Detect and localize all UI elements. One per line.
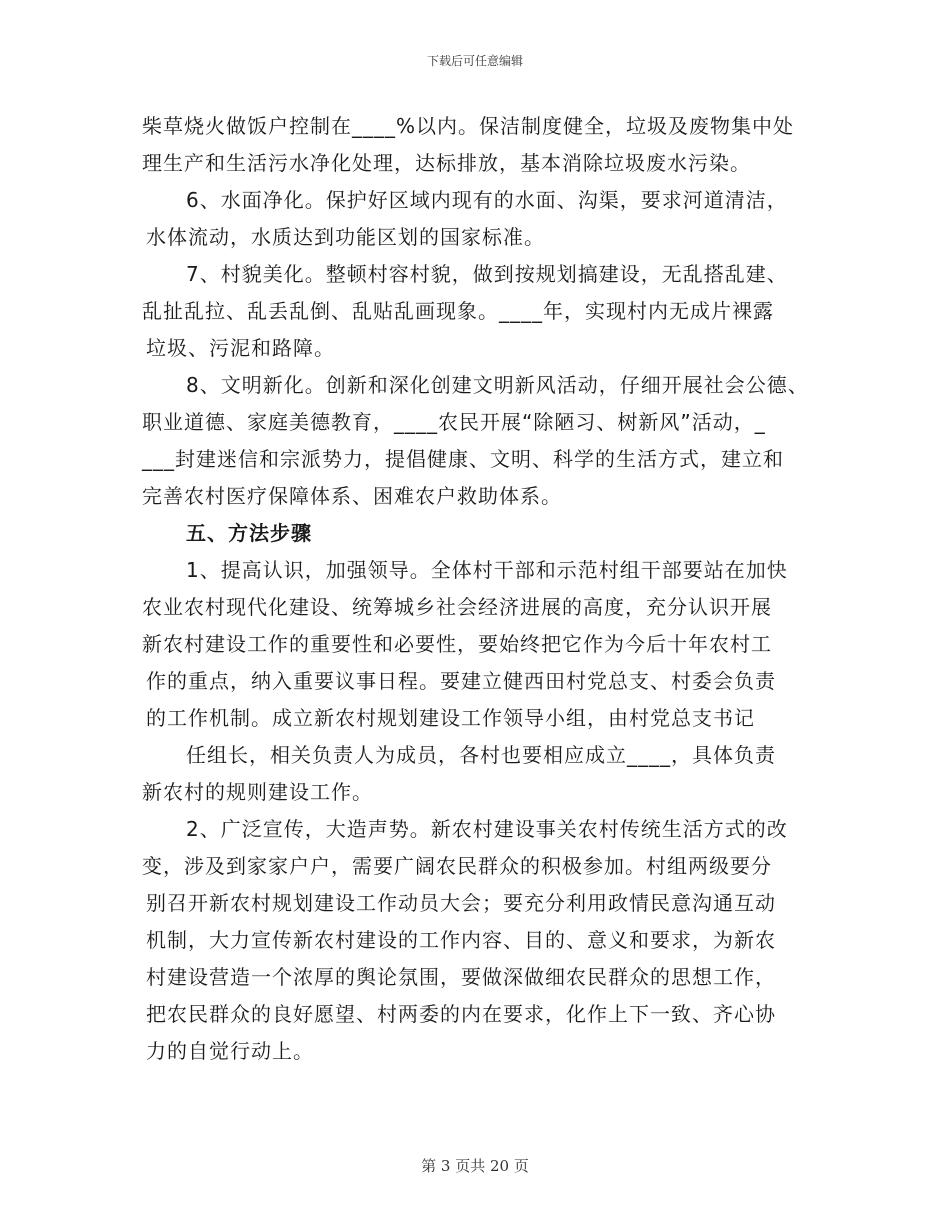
text-line: 别召开新农村规划建设工作动员大会；要充分利用政情民意沟通互动	[146, 891, 776, 915]
section-heading: 五、方法步骤	[186, 521, 312, 545]
text-line: 2、广泛宣传，大造声势。新农村建设事关农村传统生活方式的改	[186, 817, 788, 841]
text-line: 任组长，相关负责人为成员，各村也要相应成立____，具体负责	[186, 743, 776, 767]
text-line: 完善农村医疗保障体系、困难农户救助体系。	[142, 484, 562, 508]
document-body	[142, 108, 822, 1070]
text-line: 6、水面净化。保护好区域内现有的水面、沟渠，要求河道清洁，	[186, 188, 788, 212]
text-line: 理生产和生活污水净化处理，达标排放，基本消除垃圾废水污染。	[142, 151, 751, 175]
text-line: 8、文明新化。创新和深化创建文明新风活动，仔细开展社会公德、	[186, 373, 809, 397]
text-line: 垃圾、污泥和路障。	[146, 336, 335, 360]
text-line: 新农村的规则建设工作。	[142, 780, 373, 804]
text-line: 7、村貌美化。整顿村容村貌，做到按规划搞建设，无乱搭乱建、	[186, 262, 788, 286]
text-line: 作的重点，纳入重要议事日程。要建立健西田村党总支、村委会负责	[146, 669, 776, 693]
text-line: 农业农村现代化建设、统筹城乡社会经济进展的高度，充分认识开展	[142, 595, 772, 619]
text-line: 水体流动，水质达到功能区划的国家标准。	[146, 225, 545, 249]
text-line: 职业道德、家庭美德教育，____农民开展“除陋习、树新风”活动，_	[142, 410, 766, 434]
page-footer: 第 3 页共 20 页	[421, 1157, 529, 1175]
page-header: 下载后可任意编辑	[426, 54, 523, 68]
text-line: 把农民群众的良好愿望、村两委的内在要求，化作上下一致、齐心协	[146, 1002, 776, 1026]
text-line: 村建设营造一个浓厚的舆论氛围，要做深做细农民群众的思想工作，	[146, 965, 776, 989]
text-line: ___封建迷信和宗派势力，提倡健康、文明、科学的生活方式，建立和	[142, 447, 784, 471]
text-line: 1、提高认识，加强领导。全体村干部和示范村组干部要站在加快	[186, 558, 788, 582]
text-line: 力的自觉行动上。	[146, 1039, 314, 1063]
text-line: 的工作机制。成立新农村规划建设工作领导小组，由村党总支书记	[146, 706, 755, 730]
text-line: 柴草烧火做饭户控制在____%以内。保洁制度健全，垃圾及废物集中处	[142, 114, 795, 138]
text-line: 新农村建设工作的重要性和必要性，要始终把它作为今后十年农村工	[142, 632, 772, 656]
text-line: 变，涉及到家家户户，需要广阔农民群众的积极参加。村组两级要分	[142, 854, 772, 878]
text-line: 机制，大力宣传新农村建设的工作内容、目的、意义和要求，为新农	[146, 928, 776, 952]
text-line: 乱扯乱拉、乱丢乱倒、乱贴乱画现象。____年，实现村内无成片裸露	[142, 299, 774, 323]
